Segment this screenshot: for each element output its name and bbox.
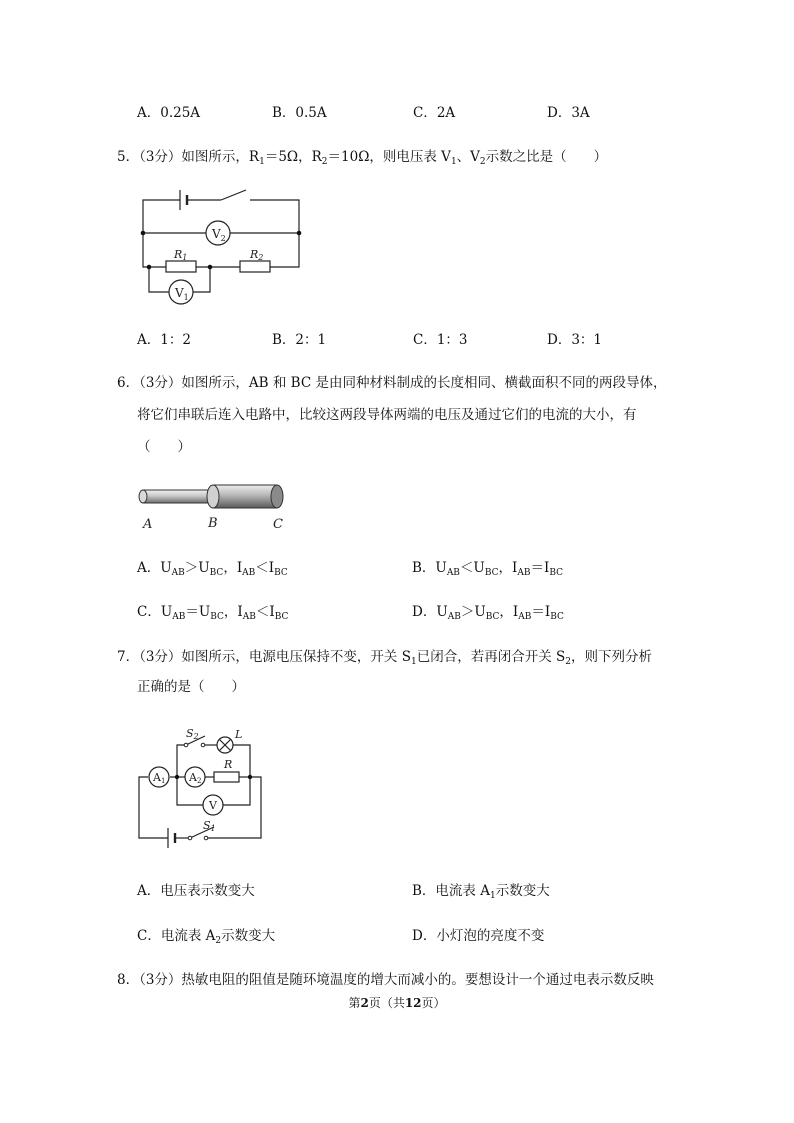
q7-l-label: L (235, 728, 243, 741)
q7-option-d: D．小灯泡的亮度不变 (412, 928, 545, 944)
q4-option-c: C．2A (413, 105, 456, 121)
q7-resistor-r (214, 772, 239, 782)
q7-stem-line2: 正确的是（ ） (137, 679, 245, 695)
q5-option-b: B．2：1 (272, 332, 327, 348)
q6-label-c: C (273, 517, 283, 532)
q5-option-d: D．3：1 (547, 332, 603, 348)
q5-option-c: C．1：3 (413, 332, 468, 348)
q6-stem-line3: （ ） (137, 439, 191, 455)
page-number: 2 (360, 996, 369, 1010)
q6-option-b: B．$U_{AB}<U_{BC}$，$I_{AB}=I_{BC}$ (412, 560, 563, 578)
q7-s1-label: S1 (203, 819, 216, 833)
q5-stem: 5．（3分）如图所示，$R_1=5\Omega$，$R_2=10\Omega$，则电压表 $V_1$、$V_2$示数之比是（ ） (117, 149, 608, 167)
q7-r-label: R (224, 758, 233, 771)
q7-option-a: A．电压表示数变大 (137, 883, 255, 899)
q5-r1-label: R1 (174, 248, 188, 262)
q7-a2-label: A2 (189, 771, 202, 785)
page-footer: 第2页（共12页） (348, 996, 446, 1010)
q6-label-a: A (143, 517, 153, 532)
q5-r2-label: R2 (250, 248, 264, 262)
q8-stem-line1: 8．（3分）热敏电阻的阻值是随环境温度的增大而减小的。要想设计一个通过电表示数反映 (117, 972, 654, 988)
q6-option-d: D．$U_{AB}>U_{BC}$，$I_{AB}=I_{BC}$ (412, 604, 564, 622)
q6-label-b: B (208, 516, 218, 531)
q7-s2-label: S2 (186, 727, 199, 741)
q4-option-a: A．0.25A (137, 105, 201, 121)
q6-option-a: A．$U_{AB}>U_{BC}$，$I_{AB}<I_{BC}$ (137, 560, 288, 578)
q6-stem-line1: 6．（3分）如图所示，AB 和 BC 是由同种材料制成的长度相同、横截面积不同的两段导体， (117, 375, 667, 391)
q4-option-d: D．3A (547, 105, 590, 121)
q5-v2-label: $V_2$ (212, 227, 226, 243)
q7-option-b: B．电流表 $A_1$示数变大 (412, 883, 550, 901)
q6-stem-line2: 将它们串联后连入电路中，比较这两段导体两端的电压及通过它们的电流的大小，有 (137, 407, 637, 423)
page-total: 12 (404, 996, 422, 1010)
q4-option-b: B．0.5A (272, 105, 327, 121)
q5-option-a: A．1：2 (137, 332, 191, 348)
q6-option-c: C．$U_{AB}=U_{BC}$，$I_{AB}<I_{BC}$ (137, 604, 289, 622)
q5-v1-label: $V_1$ (175, 286, 189, 302)
q7-v-label: V (209, 799, 217, 812)
q7-a1-label: A1 (153, 771, 166, 785)
q7-option-c: C．电流表 $A_2$示数变大 (137, 928, 276, 946)
q7-stem-line1: 7．（3分）如图所示，电源电压保持不变，开关 $S_1$已闭合，若再闭合开关 $S_2$，则下列分析 (117, 649, 652, 667)
